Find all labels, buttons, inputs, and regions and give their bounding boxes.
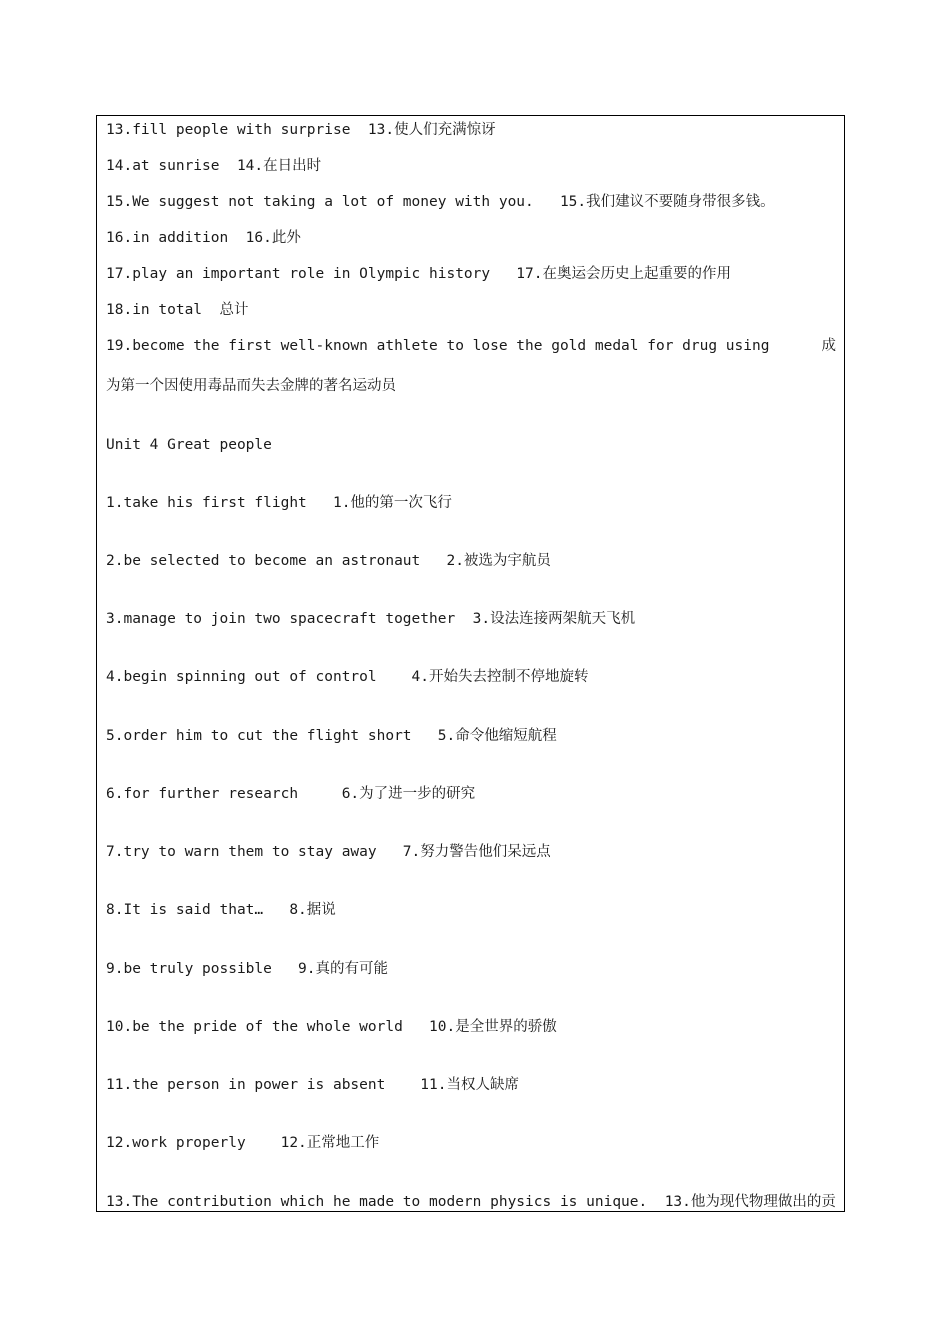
unit-line-5: 5.order him to cut the flight short 5.命令他缩短航程 bbox=[106, 728, 557, 744]
unit-line-9: 9.be truly possible 9.真的有可能 bbox=[106, 961, 389, 977]
unit-line-10: 10.be the pride of the whole world 10.是全世界的骄傲 bbox=[106, 1019, 557, 1035]
unit-line-7: 7.try to warn them to stay away 7.努力警告他们呆远点 bbox=[106, 844, 551, 860]
phrase-line-19 bbox=[106, 336, 836, 356]
unit-line-3: 3.manage to join two spacecraft together 3.设法连接两架航天飞机 bbox=[106, 611, 636, 627]
phrase-line-14: 14.at sunrise 14.在日出时 bbox=[106, 158, 322, 174]
unit-line-2: 2.be selected to become an astronaut 2.被选为宇航员 bbox=[106, 553, 551, 569]
phrase-line-17: 17.play an important role in Olympic history 17.在奥运会历史上起重要的作用 bbox=[106, 266, 731, 282]
unit-line-13: 13.The contribution which he made to modern physics is unique. 13.他为现代物理做出的贡 bbox=[106, 1194, 836, 1210]
unit-line-11: 11.the person in power is absent 11.当权人缺席 bbox=[106, 1077, 519, 1093]
phrase-19-english: 19.become the first well-known athlete to lose the gold medal for drug using bbox=[106, 338, 770, 354]
phrase-line-18: 18.in total 总计 bbox=[106, 302, 249, 318]
unit-heading: Unit 4 Great people bbox=[106, 437, 272, 453]
phrase-line-15: 15.We suggest not taking a lot of money with you. 15.我们建议不要随身带很多钱。 bbox=[106, 194, 775, 210]
unit-line-6: 6.for further research 6.为了进一步的研究 bbox=[106, 786, 476, 802]
phrase-19-chinese-start: 成 bbox=[821, 338, 836, 354]
unit-line-12: 12.work properly 12.正常地工作 bbox=[106, 1135, 380, 1151]
phrase-19-chinese-rest: 为第一个因使用毒品而失去金牌的著名运动员 bbox=[106, 378, 396, 394]
phrase-line-13: 13.fill people with surprise 13.使人们充满惊讶 bbox=[106, 122, 496, 138]
document-table-cell bbox=[96, 115, 845, 1212]
unit-line-4: 4.begin spinning out of control 4.开始失去控制不停地旋转 bbox=[106, 669, 589, 685]
unit-line-8: 8.It is said that… 8.据说 bbox=[106, 902, 336, 918]
phrase-line-16: 16.in addition 16.此外 bbox=[106, 230, 301, 246]
unit-line-1: 1.take his first flight 1.他的第一次飞行 bbox=[106, 495, 452, 511]
